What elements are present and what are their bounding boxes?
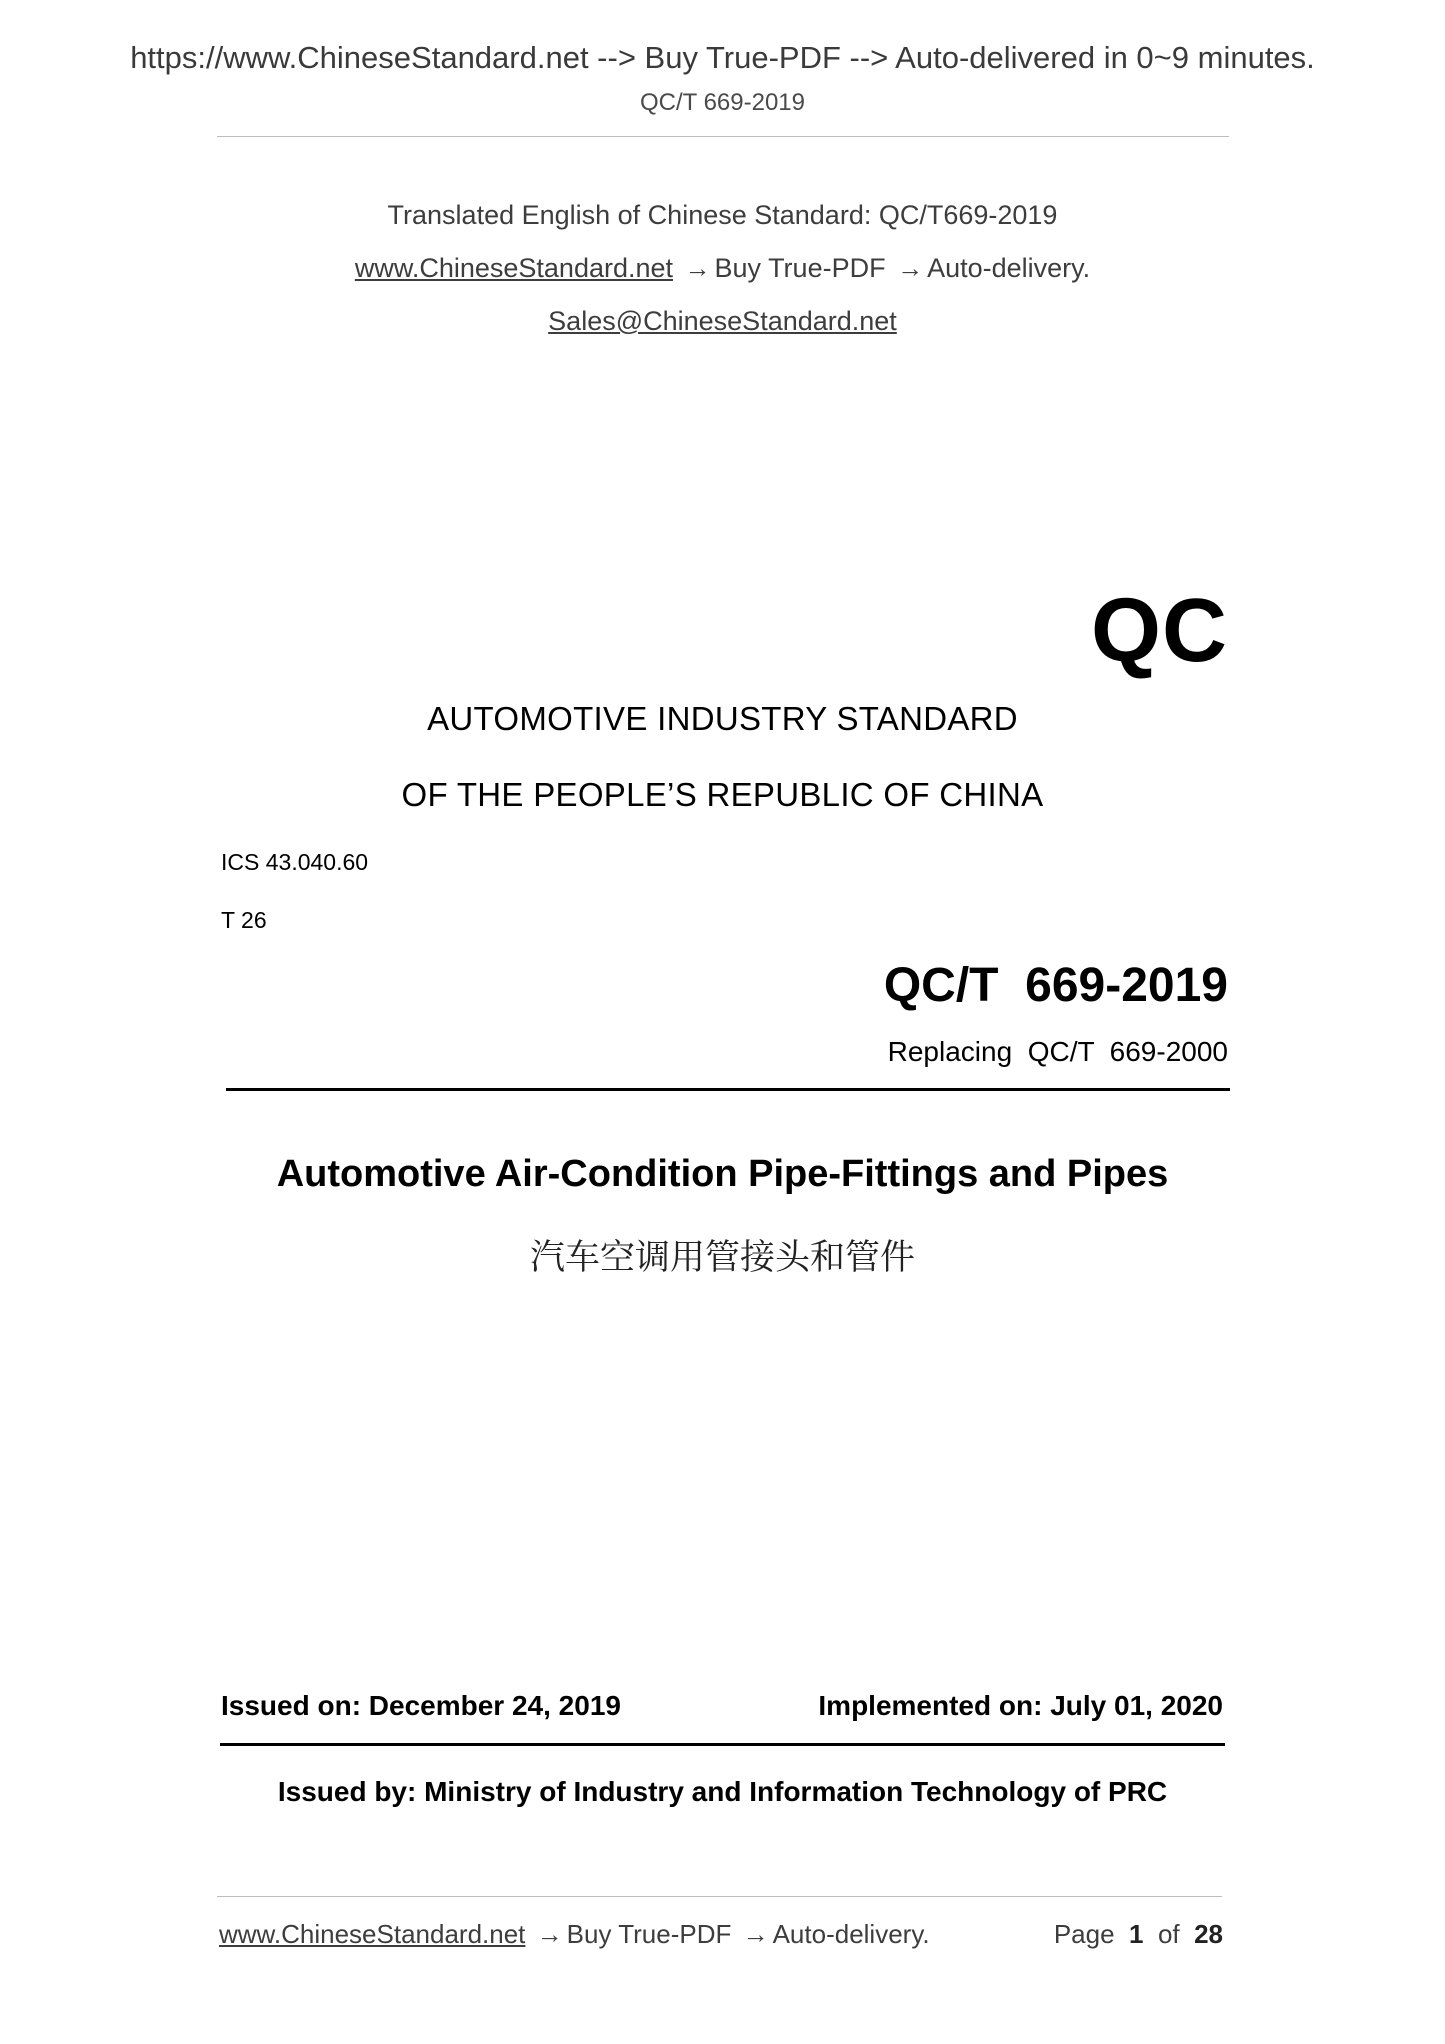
auto-delivery-text: Auto-delivery.: [927, 253, 1091, 283]
footer-store-line: [219, 1919, 930, 1950]
document-title-chinese: 汽车空调用管接头和管件: [529, 1238, 915, 1278]
right-arrow-icon: →: [742, 1919, 769, 1949]
right-arrow-icon: →: [536, 1919, 563, 1949]
footer-divider: [217, 1896, 1222, 1897]
standard-type-line-1: AUTOMOTIVE INDUSTRY STANDARD: [427, 700, 1018, 737]
footer-buy-text: Buy True-PDF: [566, 1919, 732, 1949]
email-link[interactable]: Sales@ChineseStandard.net: [548, 306, 897, 336]
page-indicator: [1054, 1919, 1223, 1950]
t-code: T 26: [221, 907, 267, 933]
title-divider: [226, 1088, 1230, 1091]
issued-on-date: Issued on: December 24, 2019: [221, 1690, 621, 1721]
page-label: Page: [1053, 1919, 1115, 1949]
right-arrow-icon: →: [684, 253, 711, 283]
page-total: 28: [1194, 1919, 1223, 1949]
header-standard-code: QC/T 669-2019: [640, 89, 805, 116]
footer-site-link[interactable]: www.ChineseStandard.net: [219, 1919, 526, 1949]
page-number: 1: [1129, 1919, 1144, 1949]
standard-type-line-2: OF THE PEOPLE’S REPUBLIC OF CHINA: [401, 776, 1044, 813]
right-arrow-icon: →: [897, 253, 924, 283]
footer-auto-text: Auto-delivery.: [772, 1919, 930, 1949]
document-title-english: Automotive Air-Condition Pipe-Fittings and Pipes: [276, 1153, 1169, 1195]
implemented-on-date: Implemented on: July 01, 2020: [818, 1690, 1223, 1721]
email-line: [0, 306, 1445, 337]
header-url-line: https://www.ChineseStandard.net --> Buy True-PDF --> Auto-delivered in 0~9 minutes.: [130, 40, 1315, 75]
qc-logo: QC: [1091, 581, 1228, 681]
replacing-standard: Replacing QC/T 669-2000: [887, 1036, 1228, 1067]
standard-number: QC/T 669-2019: [883, 959, 1228, 1012]
dates-divider: [220, 1743, 1225, 1746]
buy-true-pdf-text: Buy True-PDF: [714, 253, 886, 283]
ics-code: ICS 43.040.60: [221, 849, 369, 875]
of-label: of: [1157, 1919, 1180, 1949]
store-line: [0, 253, 1445, 284]
site-link[interactable]: www.ChineseStandard.net: [354, 253, 674, 283]
header-divider: [217, 136, 1229, 137]
translated-line: Translated English of Chinese Standard: QC/T669-2019: [387, 200, 1058, 230]
issued-by: Issued by: Ministry of Industry and Information Technology of PRC: [277, 1776, 1168, 1807]
